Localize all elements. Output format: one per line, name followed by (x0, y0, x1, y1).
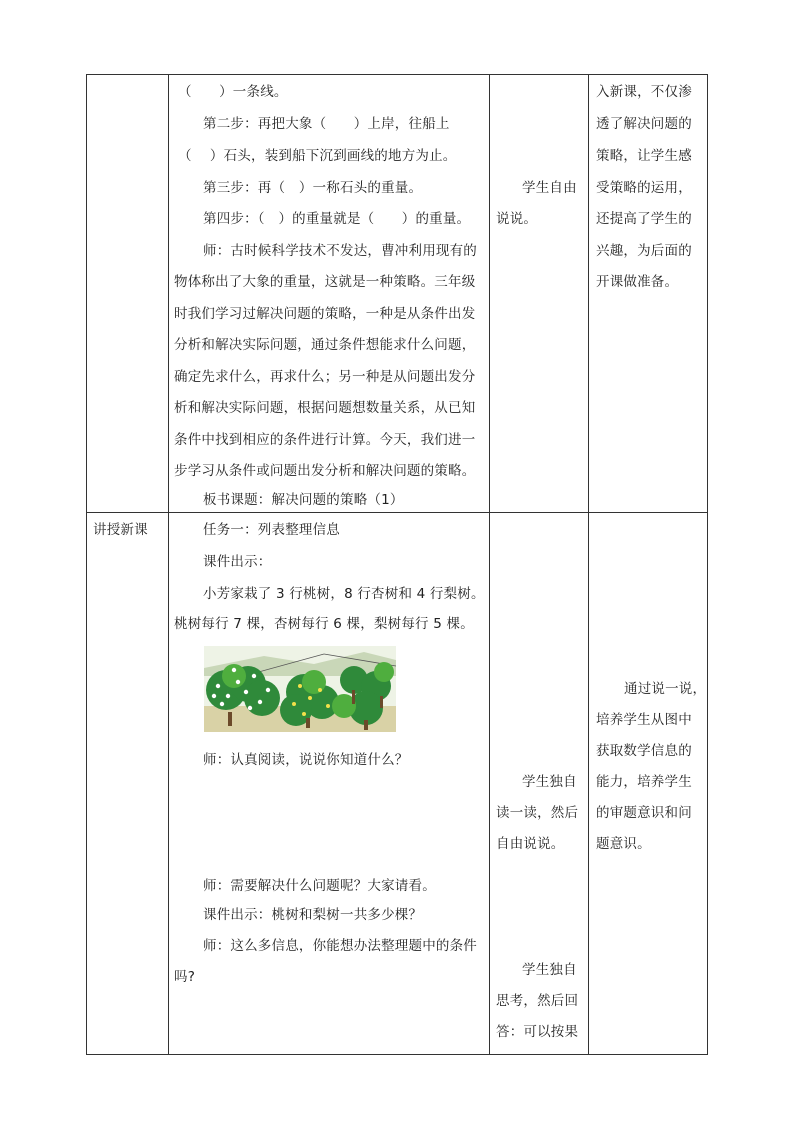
content-line: 条件中找到相应的条件进行计算。今天，我们进一 (174, 432, 476, 448)
design-purpose-line: 透了解决问题的 (596, 116, 692, 132)
student-activity-line: 读一读，然后 (496, 805, 579, 821)
student-activity-line: 说说。 (496, 211, 538, 227)
student-activity-line: 自由说说。 (496, 836, 565, 852)
content-line: 课件出示： (203, 554, 272, 570)
design-purpose-line: 题意识。 (596, 836, 651, 852)
content-line: 第三步：再（ ）一称石头的重量。 (203, 180, 423, 196)
design-purpose-line: 获取数学信息的 (596, 743, 692, 759)
content-line: 步学习从条件或问题出发分析和解决问题的策略。 (174, 463, 476, 479)
design-purpose-line: 策略，让学生感 (596, 148, 692, 164)
content-line: 课件出示：桃树和梨树一共多少棵？ (203, 907, 423, 923)
table-left-border (86, 74, 87, 1055)
student-activity-line: 学生自由 (522, 180, 577, 196)
content-line: 时我们学习过解决问题的策略，一种是从条件出发 (174, 306, 476, 322)
table-bottom-border (86, 1054, 708, 1055)
student-activity-line: 学生独自 (522, 962, 577, 978)
design-purpose-line: 培养学生从图中 (596, 712, 692, 728)
content-line: 师：这么多信息，你能想办法整理题中的条件 (203, 938, 477, 954)
column-divider-2 (489, 74, 490, 1055)
table-top-border (86, 74, 708, 75)
design-purpose-line: 能力，培养学生 (596, 774, 692, 790)
content-line: 分析和解决实际问题，通过条件想能求什么问题， (174, 337, 476, 353)
design-purpose-line: 兴趣，为后面的 (596, 243, 692, 259)
student-activity-line: 答：可以按果 (496, 1024, 579, 1040)
design-purpose-line: 通过说一说， (624, 681, 707, 697)
content-line: 任务一：列表整理信息 (203, 522, 340, 538)
content-line: 桃树每行 7 棵，杏树每行 6 棵，梨树每行 5 棵。 (174, 616, 474, 632)
student-activity-line: 学生独自 (522, 774, 577, 790)
content-line: 物体称出了大象的重量，这就是一种策略。三年级 (174, 274, 476, 290)
content-line: 师：古时候科学技术不发达，曹冲利用现有的 (203, 243, 477, 259)
content-line: （ ）石头，装到船下沉到画线的地方为止。 (178, 148, 457, 164)
content-line: （ ）一条线。 (178, 84, 288, 100)
content-line: 板书课题：解决问题的策略（1） (203, 492, 404, 508)
column-divider-1 (168, 74, 169, 1055)
design-purpose-line: 开课做准备。 (596, 274, 679, 290)
content-line: 确定先求什么，再求什么；另一种是从问题出发分 (174, 369, 476, 385)
column-divider-3 (588, 74, 589, 1055)
section-label: 讲授新课 (93, 522, 148, 538)
design-purpose-line: 的审题意识和问 (596, 805, 692, 821)
content-line: 第二步：再把大象（ ）上岸，往船上 (203, 116, 450, 132)
row-divider (86, 512, 708, 513)
content-line: 吗? (174, 969, 196, 985)
design-purpose-line: 受策略的运用， (596, 180, 692, 196)
design-purpose-line: 入新课，不仅渗 (596, 84, 692, 100)
orchard-illustration (204, 646, 396, 732)
content-line: 师：需要解决什么问题呢？大家请看。 (203, 878, 436, 894)
content-line: 析和解决实际问题，根据问题想数量关系，从已知 (174, 400, 476, 416)
content-line: 第四步：（ ）的重量就是（ ）的重量。 (203, 211, 471, 227)
content-line: 师：认真阅读，说说你知道什么？ (203, 752, 409, 768)
student-activity-line: 思考，然后回 (496, 993, 579, 1009)
design-purpose-line: 还提高了学生的 (596, 211, 692, 227)
content-line: 小芳家栽了 3 行桃树，8 行杏树和 4 行梨树。 (203, 586, 485, 602)
orchard-trees-image (204, 646, 396, 732)
table-right-border (707, 74, 708, 1055)
